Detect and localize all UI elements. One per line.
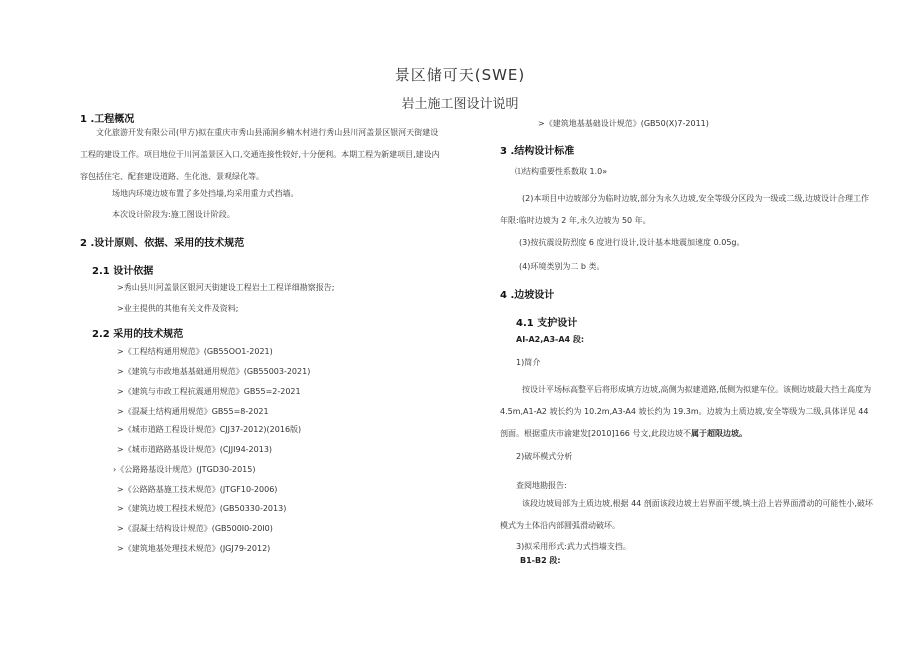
section-1-paragraph-1: 文化旅游开发有限公司(甲方)拟在重庆市秀山县涌洞乡楠木村进行秀山县川河盖景区银河天街建设工程的建设工作。项目地位于川河盖景区入口,交通连接性较好,十分便利。本期工程为新建项目,建设内容包括住宅、配套建设道路、生化池、景观绿化等。 [80, 128, 440, 181]
standard-item: >《建筑与市政地基基础通用规范》(GB55003-2021) [117, 367, 311, 376]
section-1-paragraph-2: 场地内环境边坡布置了多处挡墙,均采用重力式挡墙。 [112, 189, 299, 198]
standard-item: >《城市道路工程设计规范》CJJ37-2012)(2016版) [117, 425, 302, 434]
standard-item: ›《公路路基设计规范》(JTGD30-2015) [113, 465, 256, 474]
document-subtitle: 岩土施工图设计说明 [401, 97, 519, 112]
intro-label: 1)简介 [516, 358, 541, 367]
section-1-heading: 1 .工程概况 [80, 114, 135, 125]
section-3-item-1: ⑴结构重要性系数取 1.0» [515, 167, 608, 176]
section-2-1-heading: 2.1 设计依据 [92, 266, 154, 277]
segment-label-b: B1-B2 段: [520, 556, 561, 565]
section-1-paragraph-3: 本次设计阶段为:施工图设计阶段。 [112, 210, 235, 219]
standard-item: >《建筑与市政工程抗震通用规范》GB55=2-2021 [117, 387, 301, 396]
section-3-item-3: (3)按抗震设防烈度 6 度进行设计,设计基本地震加速度 0.05g。 [519, 238, 745, 247]
section-4-heading: 4 .边坡设计 [500, 290, 555, 301]
survey-report-label: 查阅地勘报告: [516, 481, 567, 490]
standard-item: >《建筑边坡工程技术规范》(GB50330-2013) [117, 504, 287, 513]
failure-mode-paragraph: 该段边坡局部为土质边坡,根据 44 剖面该段边坡土岩界面平缓,填土沿上岩界面滑动的可能性小,破坏模式为土体沿内部圆弧滑动破坏。 [500, 499, 873, 530]
standard-item: >《工程结构通用规范》(GB55OO1-2021) [117, 347, 273, 356]
section-2-2-heading: 2.2 采用的技术规范 [92, 329, 184, 340]
standard-item: >《建筑地基处理技术规范》(JGJ79-2012) [117, 544, 271, 553]
standard-item: >《建筑地基基础设计规范》(GB50(X)7-2011) [538, 119, 709, 128]
reference-item: >业主提供的其他有关文件及资料; [117, 304, 239, 313]
section-2-heading: 2 .设计原则、依据、采用的技术规范 [80, 238, 245, 249]
standard-item: >《公路路基施工技术规范》(JTGF10-2006) [117, 485, 278, 494]
section-3-heading: 3 .结构设计标准 [500, 146, 575, 157]
document-title: 景区储可天(SWE) [394, 66, 526, 84]
failure-mode-label: 2)破坏模式分析 [516, 452, 573, 461]
segment-label-a: AI-A2,A3-A4 段: [516, 335, 585, 344]
support-form-label: 3)拟采用形式:武力式挡墙支挡。 [516, 542, 631, 551]
section-3-item-2: (2)本项目中边坡部分为临时边坡,部分为永久边坡,安全等级分区段为一级或二级,边坡设计合理工作年限:临时边坡为 2 年,永久边坡为 50 年。 [500, 194, 869, 225]
intro-paragraph [500, 379, 878, 445]
standard-item: >《混凝土结构设计规范》(GB500I0-20I0) [117, 524, 273, 533]
intro-paragraph-main: 按设计平场标高整平后将形成填方边坡,高侧为拟建道路,低侧为拟建车位。该侧边坡最大挡土高度为 4.5m,A1-A2 坡长约为 10.2m,A3-A4 坡长约为 19.3m。边坡为土质边坡,安全等级为二级,具体详见 44 剖面。根据重庆市渝建发[2010]166 号文,此段边坡不 [500, 385, 872, 438]
standard-item: >《城市道路路基设计规范》(CJJI94-2013) [117, 445, 273, 454]
intro-paragraph-emphasis: 属于超限边坡。 [690, 429, 747, 438]
reference-item: >秀山县川河盖景区银河天街建设工程岩土工程详细勘察报告; [117, 283, 335, 292]
standard-item: >《混凝土结构通用规范》GB55=8-2021 [117, 407, 269, 416]
section-4-1-heading: 4.1 支护设计 [516, 318, 578, 329]
section-3-item-4: (4)环境类别为二 b 类。 [519, 262, 605, 271]
